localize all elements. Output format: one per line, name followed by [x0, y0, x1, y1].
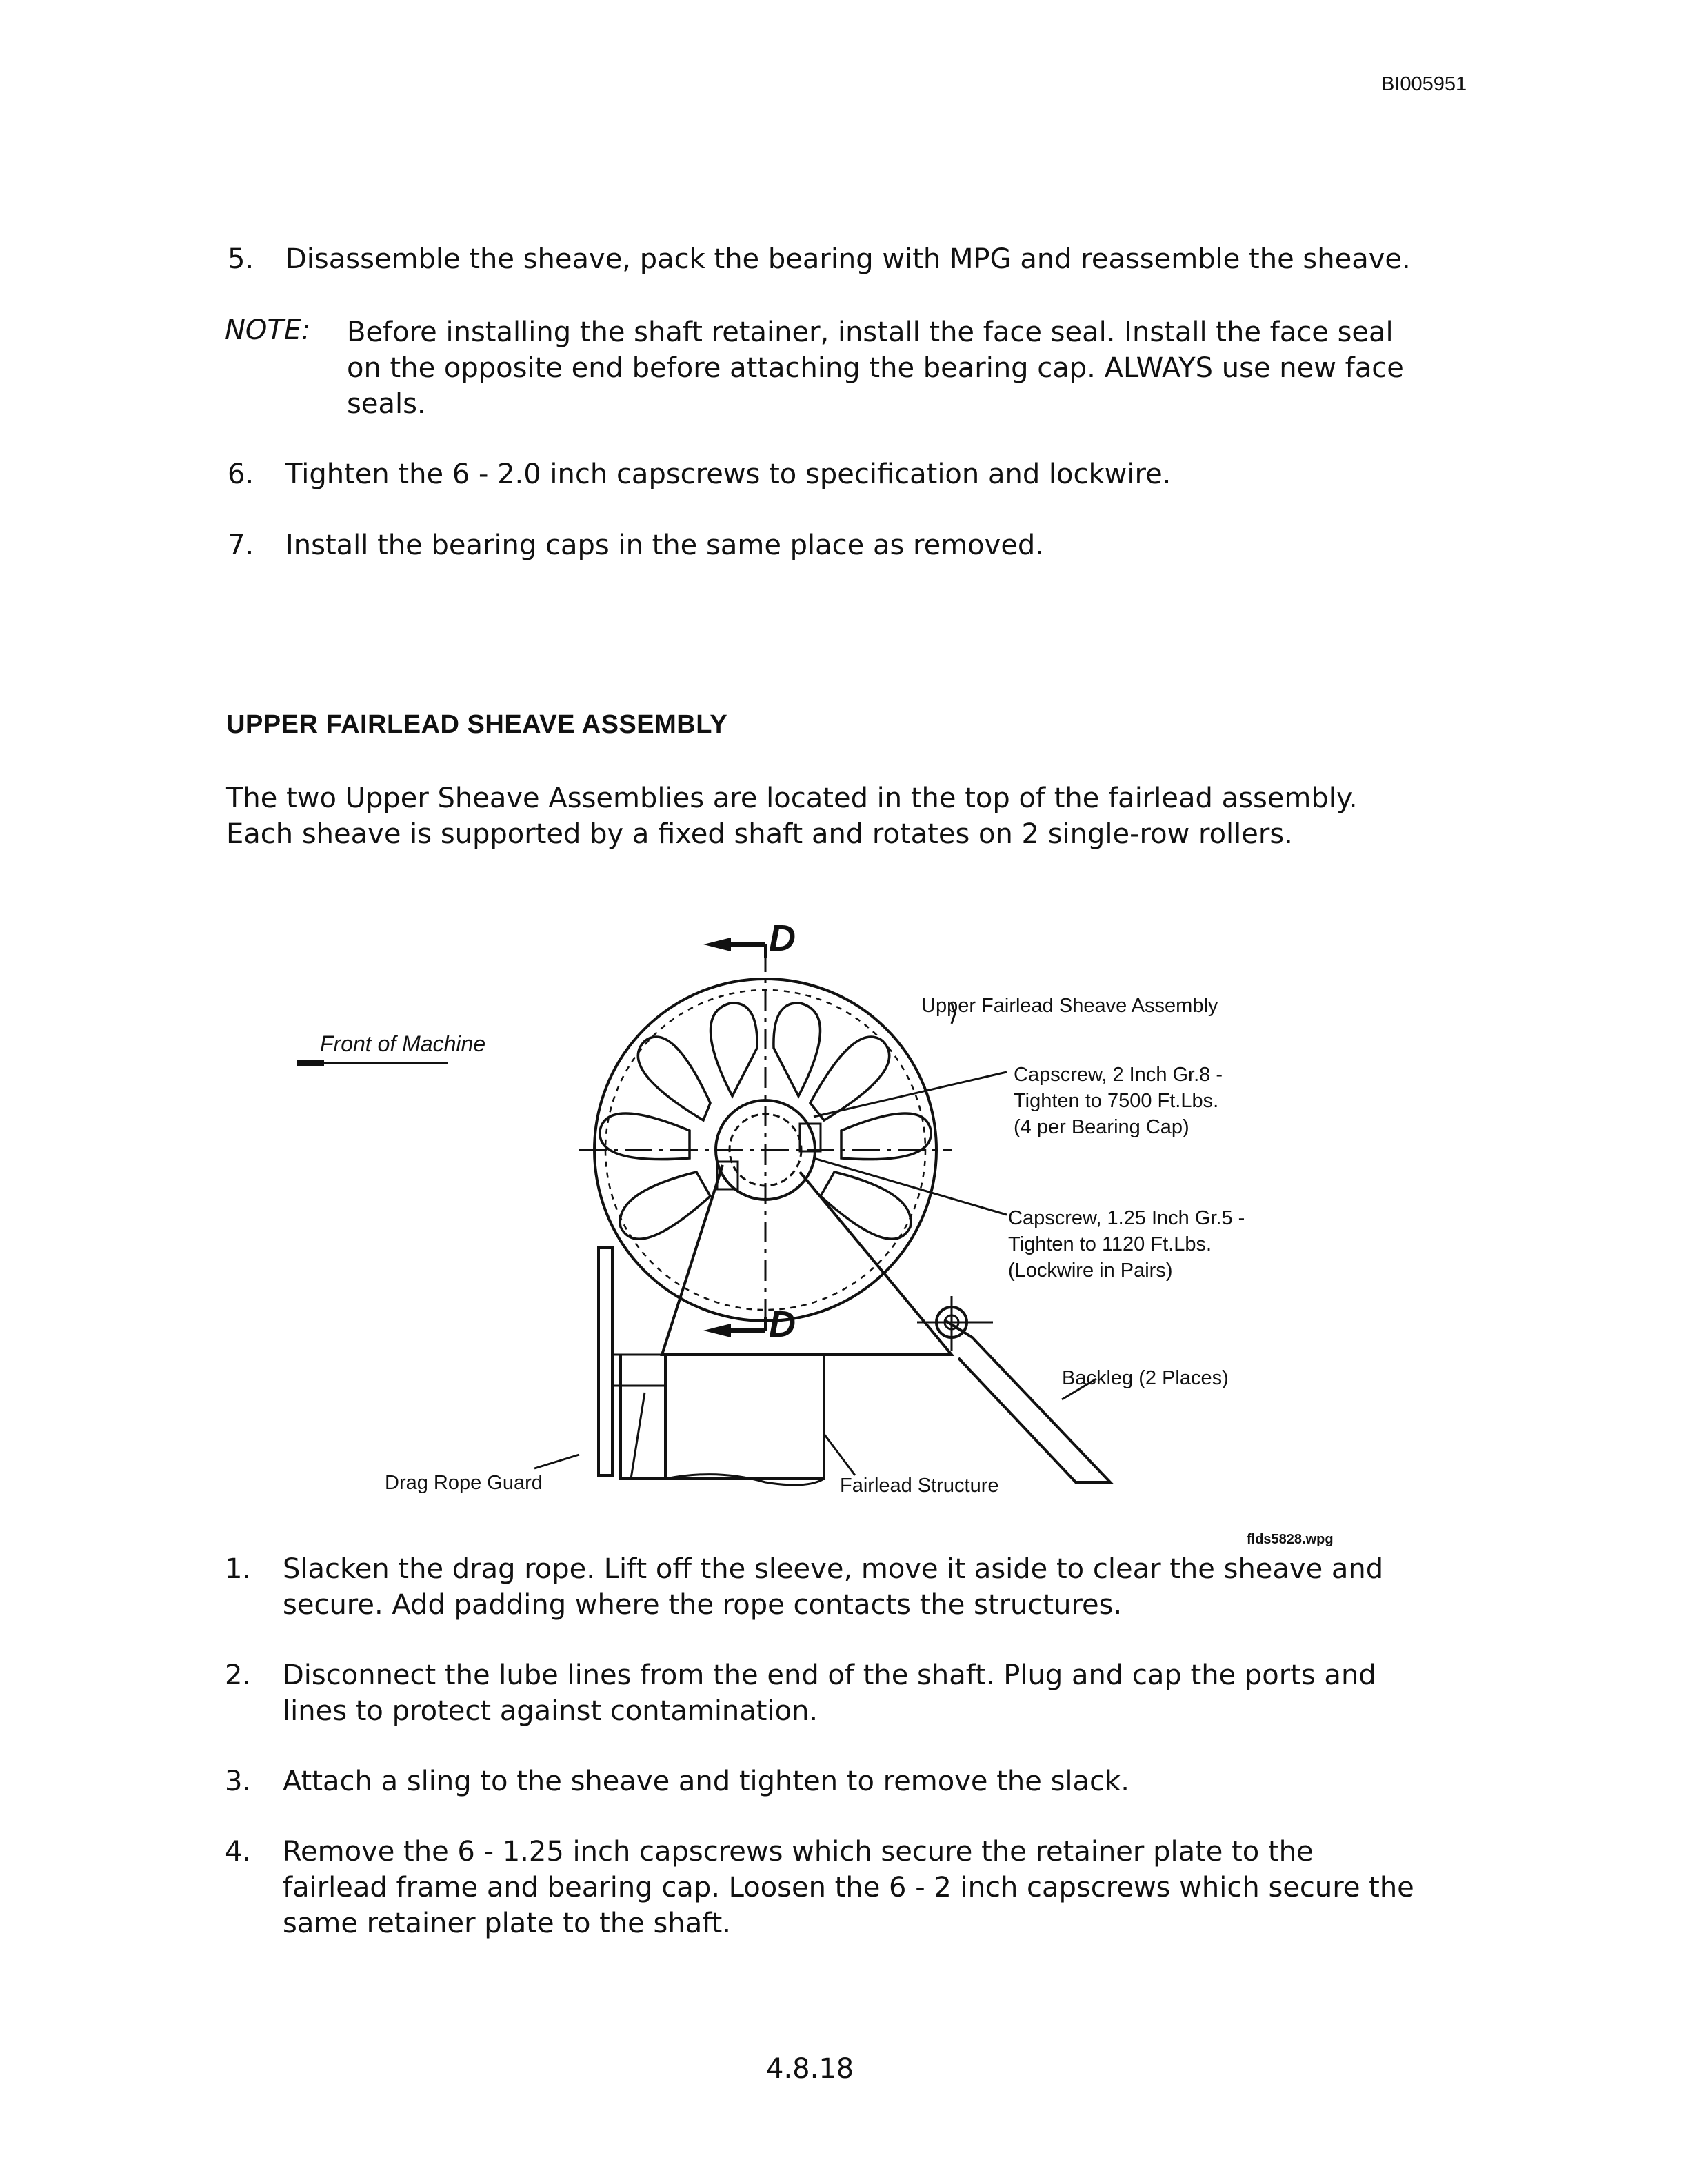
document-id: BI005951 — [1381, 73, 1467, 95]
note-text: Before installing the shaft retainer, install the face seal. Install the face seal on the opposite end before attaching the bearing cap. ALWAYS use new face seals. — [347, 316, 1404, 420]
step-number: 1. — [225, 1553, 252, 1585]
step-text: Install the bearing caps in the same place as removed. — [285, 529, 1045, 561]
page-number: 4.8.18 — [766, 2053, 854, 2085]
step-number: 2. — [225, 1659, 252, 1691]
fairlead-structure-label: Fairlead Structure — [840, 1475, 999, 1497]
section-label-bottom: D — [769, 1304, 796, 1345]
section-label-top: D — [769, 918, 796, 959]
step-number: 4. — [225, 1836, 252, 1868]
step-text: Attach a sling to the sheave and tighten to remove the slack. — [283, 1766, 1129, 1797]
step-text: Disassemble the sheave, pack the bearing with MPG and reassemble the sheave. — [285, 243, 1411, 275]
fairlead-structure — [665, 1355, 824, 1479]
section-intro: The two Upper Sheave Assemblies are located in the top of the fairlead assembly. Each sheave is supported by a fixed shaft and rotates on 2 single-row rollers. — [226, 782, 1358, 850]
drag-rope-guard-label: Drag Rope Guard — [385, 1472, 543, 1494]
step-text: Remove the 6 - 1.25 inch capscrews which secure the retainer plate to the fairlead frame and bearing cap. Loosen the 6 - 2 inch capscrews which secure the same retainer plate to the shaft. — [283, 1836, 1414, 1939]
step-1 — [225, 1551, 1418, 1623]
backleg-label: Backleg (2 Places) — [1062, 1367, 1229, 1389]
leader-capscrew-125 — [814, 1158, 1007, 1215]
bearing-support-frame — [662, 1165, 952, 1355]
step-number: 6. — [228, 458, 254, 490]
figure-file-name: flds5828.wpg — [1247, 1532, 1334, 1547]
leader-fairlead-structure — [824, 1434, 855, 1475]
step-text: Tighten the 6 - 2.0 inch capscrews to specification and lockwire. — [285, 458, 1172, 490]
step-text: Slacken the drag rope. Lift off the sleeve, move it aside to clear the sheave and secure. Add padding where the rope contacts the structures. — [283, 1553, 1384, 1621]
leader-capscrew-2 — [814, 1072, 1007, 1117]
note-label: NOTE: — [225, 314, 311, 346]
step-4 — [225, 1834, 1418, 1941]
step-number: 3. — [225, 1766, 252, 1797]
step-2 — [225, 1657, 1418, 1729]
backleg — [945, 1320, 1110, 1482]
section-heading: UPPER FAIRLEAD SHEAVE ASSEMBLY — [226, 710, 728, 739]
upper-fairlead-label: Upper Fairlead Sheave Assembly — [921, 995, 1218, 1017]
leader-drag-rope-guard — [534, 1455, 579, 1468]
step-number: 5. — [228, 243, 254, 275]
step-3 — [225, 1763, 1418, 1799]
step-text: Disconnect the lube lines from the end of the shaft. Plug and cap the ports and lines to protect against contamination. — [283, 1659, 1376, 1727]
capscrew-2-label: Capscrew, 2 Inch Gr.8 - Tighten to 7500 Ft.Lbs. (4 per Bearing Cap) — [1014, 1064, 1223, 1138]
drag-rope-guard — [599, 1248, 612, 1475]
front-of-machine-label: Front of Machine — [320, 1031, 486, 1056]
capscrew-125-label: Capscrew, 1.25 Inch Gr.5 - Tighten to 1120 Ft.Lbs. (Lockwire in Pairs) — [1008, 1207, 1245, 1282]
step-number: 7. — [228, 529, 254, 561]
